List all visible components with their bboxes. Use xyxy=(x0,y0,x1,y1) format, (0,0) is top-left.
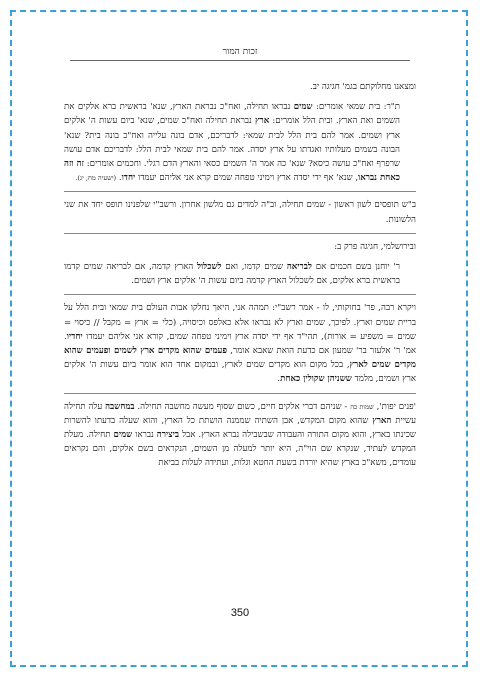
text-run: ת"ר: בית שמאי אומרים: xyxy=(312,102,400,113)
emphasis-text: לשכלול xyxy=(196,262,222,273)
paragraph-yerushalmi xyxy=(64,260,416,288)
text-run: . אמ' ר' אלעזר בר' שמעון אם כדעת הואת שאבא אומר, xyxy=(64,331,416,357)
running-header: זכות המור xyxy=(222,47,258,57)
text-run: עלה תחילה עשיית xyxy=(64,401,416,426)
text-run: תחילה. מעלת המקדש לעתיד, שנקרא שם הוי"ה, היא יותר למעלה מן השמים, הנקראים בשם אלקים, והם נקראים עומדים, משא"כ בארץ שהיא יורדת בשעת החטא וגלות, ועתידה לעלות בביאת xyxy=(64,430,416,469)
section-divider xyxy=(64,233,416,234)
text-run: שהוא מקום המקדש, אבן השתיה שממנה הושתת כל הארץ, והוא שעלה בדעתו להשרות שכינתו בארץ, והוא מקום התורה והעבודה שבשבילה נברא הארץ. אבל xyxy=(64,415,416,441)
emphasis-text: לבריאה xyxy=(286,262,312,273)
text-run: . xyxy=(277,374,281,385)
section-divider xyxy=(64,294,416,295)
text-run: ב"ש תופסים לשון ראשון - שמים תחילה, וב"ה למדים גם מלשון אחרון. ורשב"י שלפנינו תופס יחד את שני הלשונות. xyxy=(64,200,416,225)
section-divider xyxy=(64,393,416,394)
text-run: ר' יוחנן בשם חכמים אם xyxy=(311,262,400,273)
emphasis-text: יחדו xyxy=(121,173,136,184)
emphasis-text: ביצירה xyxy=(156,430,180,441)
text-run: , שנא' אף ידי יסדה ארץ וימיני טפחה שמים קרא אני אליהם יעמדו xyxy=(135,173,359,184)
emphasis-text: במחשבה xyxy=(105,401,135,412)
citation-text: (ישעיה מח, יג). xyxy=(75,174,117,183)
emphasis-text: זה וזה כאחת נבראו xyxy=(64,159,400,184)
page-body xyxy=(64,80,416,477)
emphasis-text: שמים xyxy=(293,102,313,113)
text-run: , בכל מקום הוא מקדים שמים לארץ, ובמקום אחד הוא אומר ביום עשות ה' אלקים ארץ ושמים, מלמד xyxy=(64,360,416,385)
emphasis-text: שמים xyxy=(113,430,133,441)
text-run: הארץ קדמה, אם לבריאה שמים קדמו בראשית ברא אלקים, אם לשכלול הארץ קדמה ביום עשות ה' אלקים ארץ ושמים. xyxy=(64,262,400,287)
text-run: ויקרא רבה, פר' בחוקותי, לו - אמר רשב"י: תמהה אני, היאך נחלקו אבות העולם בית שמאי ובית הלל על בריית שמים וארץ. לפיכך, שמים וארץ לא נבראו אלא כאלפס וכיסויה, (כלי = ארץ = מקבל // כיסוי = שמים = משפיע = אורות), תהי"ד אף ידי יסדה ארץ וימיני טפחה שמים, קורא אני אליהם יעמדו xyxy=(64,303,416,342)
text-run: . xyxy=(116,173,122,184)
section-divider xyxy=(64,191,416,192)
text-run: שמים קדמו, ואם xyxy=(221,262,287,273)
emphasis-text: הארץ xyxy=(372,415,392,426)
emphasis-text: פעמים שהוא מקדים ארץ לשמים ופעמים שהוא מקדים שמים לארץ xyxy=(64,346,416,371)
paragraph-intro: ומצאנו מחלוקתם בגמ' חגיגה יב. xyxy=(310,82,416,92)
paragraph-gemara xyxy=(64,100,416,185)
text-run: נבראת תחילה ואח"כ שמים, שנא' ביום עשות ה' אלקים ארץ ושמים. אמר להם בית הלל לבית שמאי: לדבריכם, אדם בונה עלייה ואח"כ בונה בית? שנא' הבונה בשמים מעלותיו ואגדתו על ארץ יסדה. אמר להם בית שמאי לבית הלל: לדבריכם אדם עושה שרפרף ואח"כ עושה כיסא? שנא' כה אמר ה' השמים כסאי והארץ הדם רגלי. וחכמים אומרים: xyxy=(64,116,400,170)
text-run: 'פנים יפות', xyxy=(373,401,416,412)
paragraph-para2 xyxy=(64,198,416,226)
text-run: - שניהם דברי אלקים חיים, כשום שסוף מעשה מחשבה תחילה. xyxy=(134,401,351,412)
page-number: 350 xyxy=(230,607,250,619)
header-rule xyxy=(70,60,410,61)
text-run: נבראו תחילה, ואח"כ נבראת הארץ, שנא' בראשית ברא אלקים את השמים ואת הארץ. ובית הלל אומרים: xyxy=(64,102,400,127)
emphasis-text: יחדיו xyxy=(66,331,83,342)
paragraph-para4 xyxy=(64,400,416,471)
text-run: נבראו xyxy=(132,430,157,441)
paragraph-yerushalmi-intro: ובירושלמי, חגיגה פרק ב: xyxy=(334,241,416,252)
emphasis-text: ששניהן שקולין כאחת xyxy=(280,374,352,385)
citation-text: שמות כה xyxy=(350,402,374,411)
paragraph-para3 xyxy=(64,301,416,386)
emphasis-text: ארץ xyxy=(255,116,270,127)
